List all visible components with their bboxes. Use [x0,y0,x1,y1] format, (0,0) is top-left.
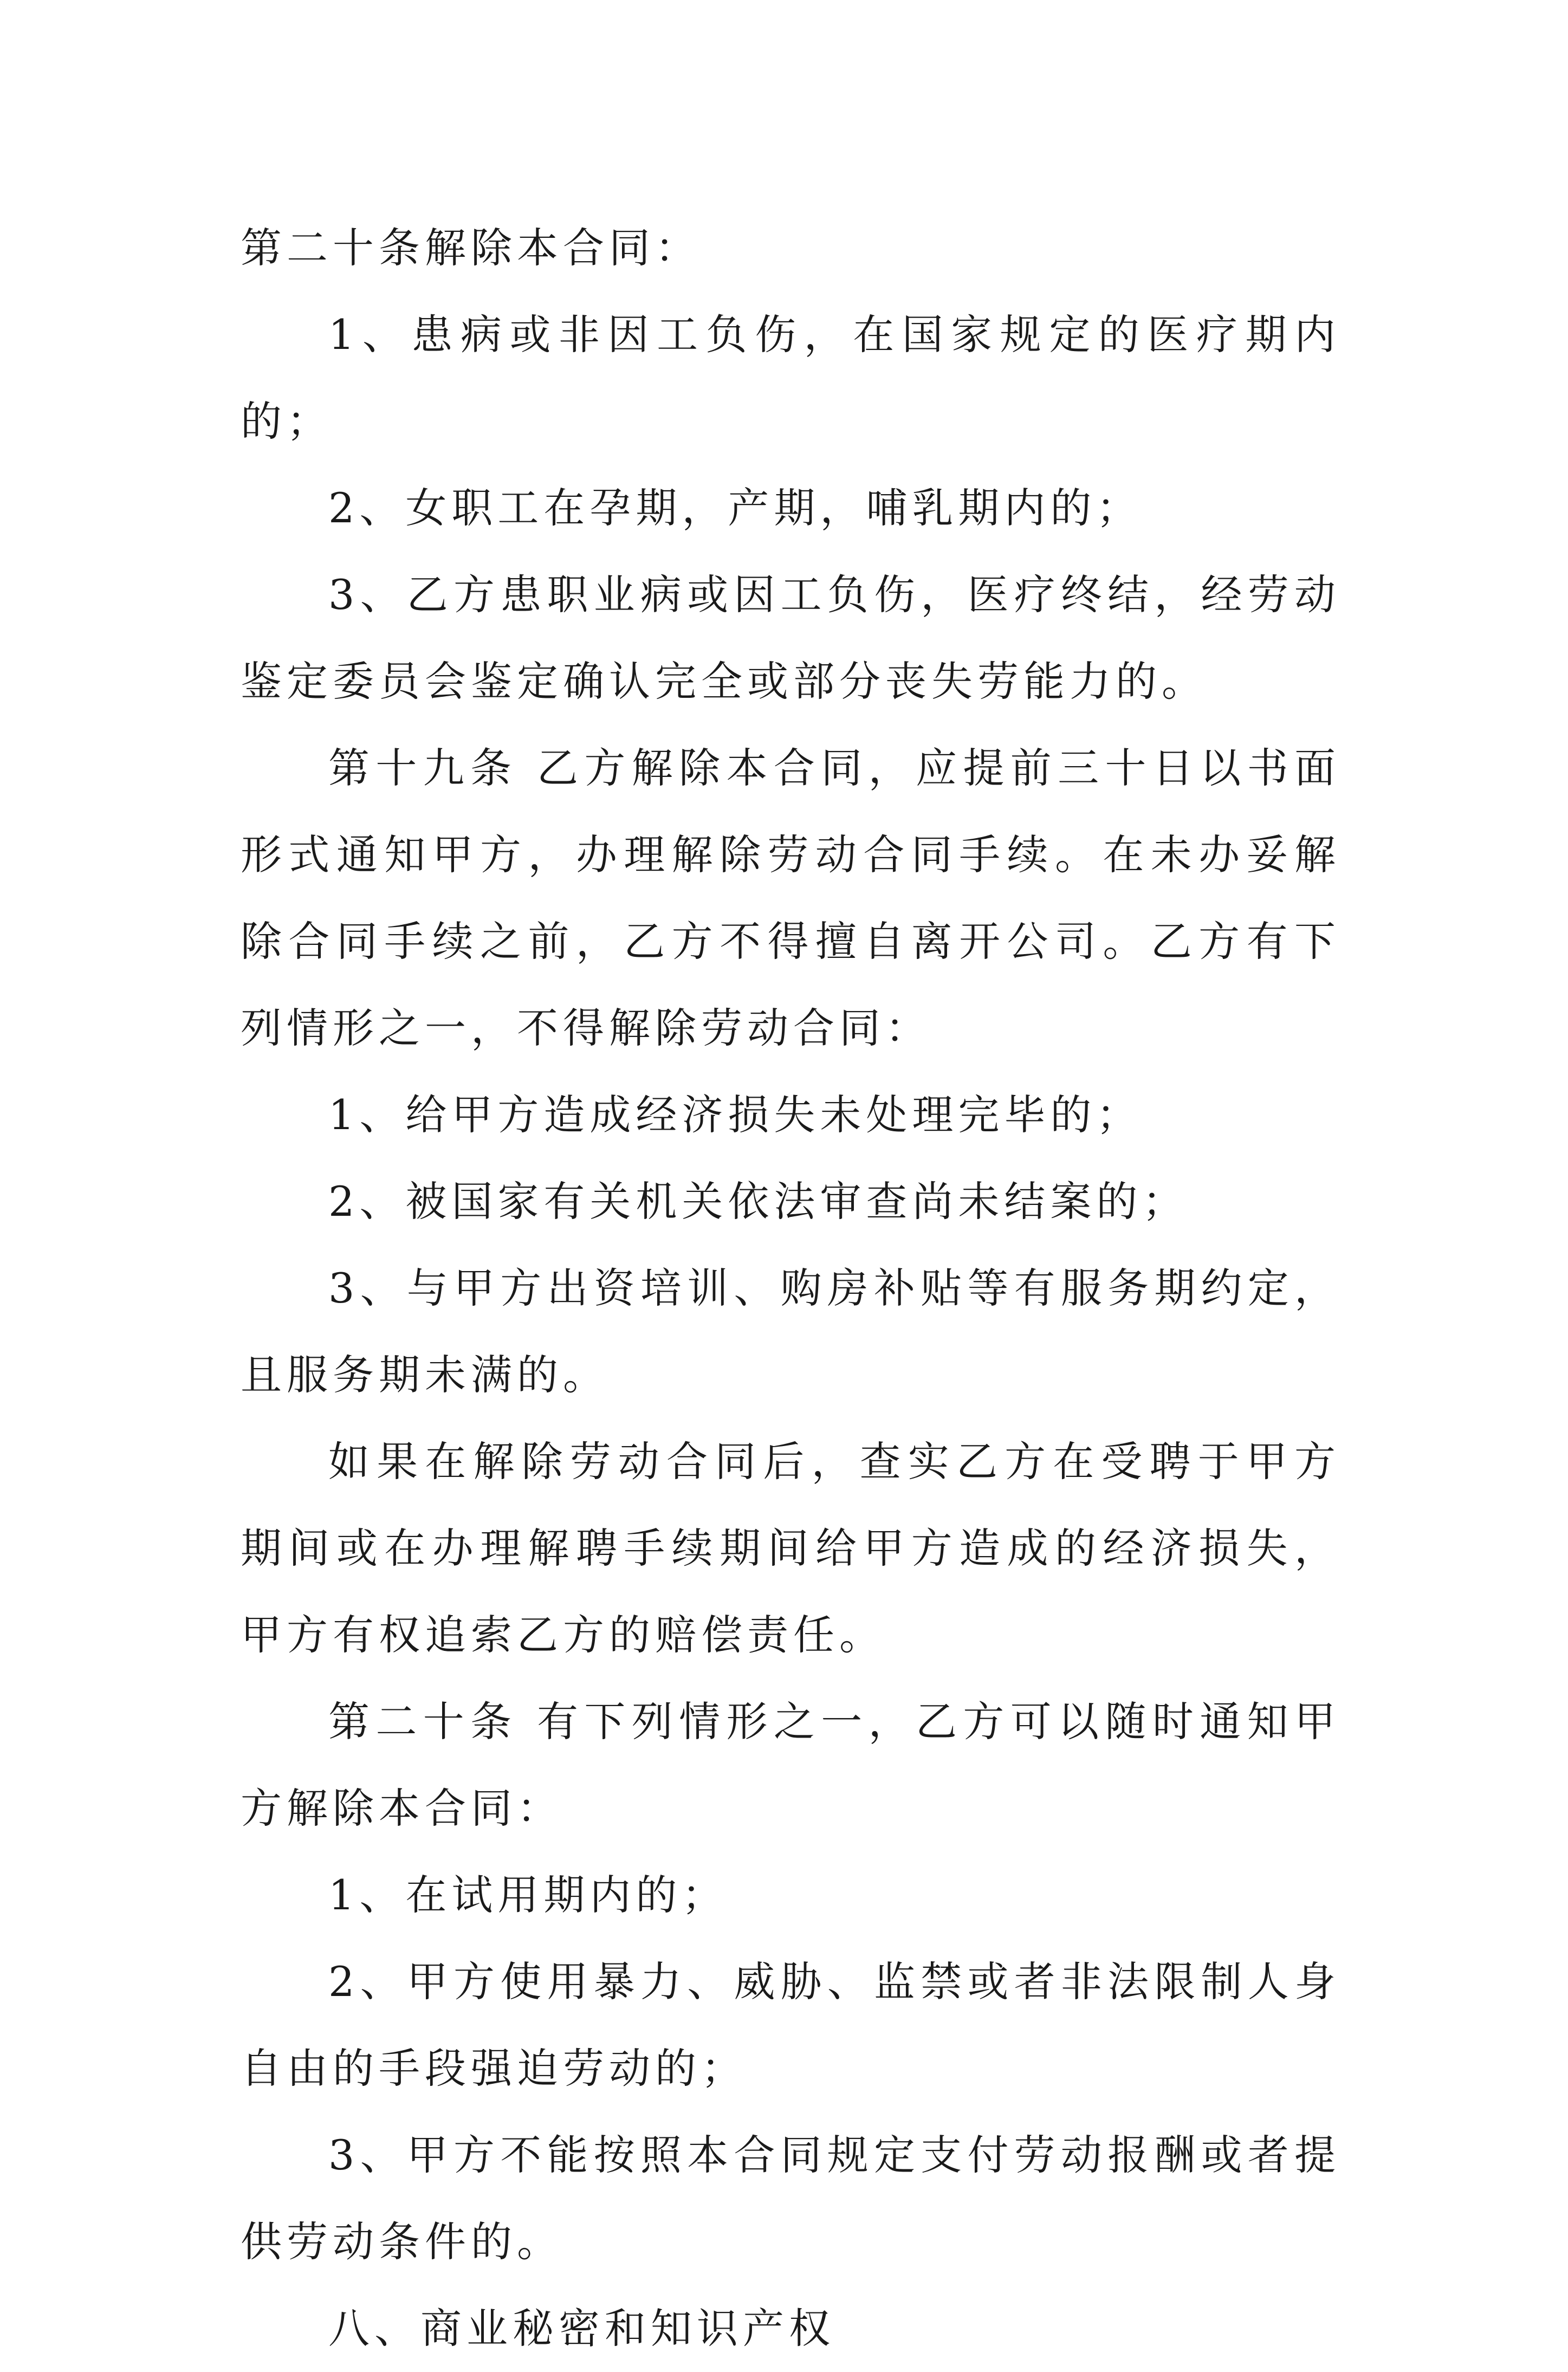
paragraph-compensation-claim: 如果在解除劳动合同后，查实乙方在受聘于甲方期间或在办理解聘手续期间给甲方造成的经济损失，甲方有权追索乙方的赔偿责任。 [241,1437,1340,1659]
section-heading-trade-secrets: 八、商业秘密和知识产权 [328,2304,835,2352]
paragraph-article-20: 第二十条 有下列情形之一，乙方可以随时通知甲方解除本合同： [241,1697,1340,1832]
paragraph-item-illness: 1、患病或非因工负伤，在国家规定的医疗期内的； [241,310,1340,445]
paragraph-item-service-period: 3、与甲方出资培训、购房补贴等有服务期约定，且服务期未满的。 [241,1264,1340,1399]
paragraph-item-unpaid-wages: 3、甲方不能按照本合同规定支付劳动报酬或者提供劳动条件的。 [241,2131,1340,2266]
paragraph-item-under-investigation: 2、被国家有关机关依法审查尚未结案的； [328,1177,1189,1226]
paragraph-article-20-heading: 第二十条解除本合同： [241,224,701,272]
paragraph-item-probation: 1、在试用期内的； [328,1871,728,1919]
paragraph-item-occupational-disease: 3、乙方患职业病或因工负伤，医疗终结，经劳动鉴定委员会鉴定确认完全或部分丧失劳能力的。 [241,571,1340,705]
paragraph-item-pregnancy: 2、女职工在孕期，产期，哺乳期内的； [328,484,1143,532]
document-body [241,205,1340,2372]
paragraph-article-19: 第十九条 乙方解除本合同，应提前三十日以书面形式通知甲方，办理解除劳动合同手续。在未办妥解除合同手续之前，乙方不得擅自离开公司。乙方有下列情形之一，不得解除劳动合同： [241,744,1340,1052]
paragraph-item-economic-loss: 1、给甲方造成经济损失未处理完毕的； [328,1091,1143,1139]
paragraph-item-forced-labor: 2、甲方使用暴力、威胁、监禁或者非法限制人身自由的手段强迫劳动的； [241,1958,1340,2092]
